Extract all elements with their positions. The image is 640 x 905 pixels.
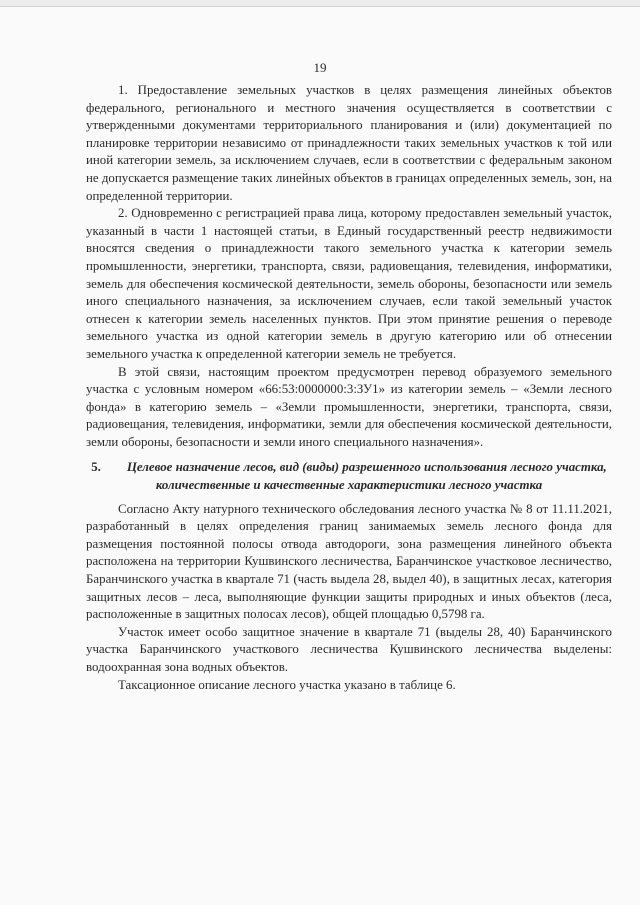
page-number: 19	[313, 60, 327, 75]
section-title: Целевое назначение лесов, вид (виды) разрешенного использования лесного участка, количественные и качественные характеристики лесного участка	[126, 460, 607, 493]
paragraph-1: 1. Предоставление земельных участков в целях размещения линейных объектов федерального, регионального и местного значения осуществляется в соответствии с утвержденными документами территориального планирования и (или) документацией по планировке территории независимо от принадлежности таких земельных участков к той или иной категории земель, за исключением случаев, если в соответствии с федеральным законом не допускается размещение таких линейных объектов в границах определенных земель, зон, на определенной территории.	[86, 83, 612, 203]
document-body	[86, 82, 612, 694]
paragraph-6: Таксационное описание лесного участка указано в таблице 6.	[118, 677, 456, 692]
paragraph-3: В этой связи, настоящим проектом предусмотрен перевод образуемого земельного участка с условным номером «66:53:0000000:3:ЗУ1» из категории земель – «Земли лесного фонда» в категорию земель – «Земли промышленности, энергетики, транспорта, связи, радиовещания, телевидения, информатики, земли для обеспечения космической деятельности, земли обороны, безопасности и земли иного специального назначения».	[86, 364, 612, 449]
document-page	[0, 6, 640, 905]
paragraph-5: Участок имеет особо защитное значение в квартале 71 (выделы 28, 40) Баранчинского участка Баранчинского участкового лесничества Кушвинского лесничества выделены: водоохранная зона водных объектов.	[86, 624, 612, 674]
paragraph-2: 2. Одновременно с регистрацией права лица, которому предоставлен земельный участок, указанный в части 1 настоящей статьи, в Единый государственный реестр недвижимости вносятся сведения о принадлежности такого земельного участка к категории земель промышленности, энергетики, транспорта, связи, радиовещания, телевидения, информатики, земель для обеспечения космической деятельности, земель обороны, безопасности или земель иного специального назначения, за исключением случаев, если такой земельный участок отнесен к категории земель населенных пунктов. При этом принятие решения о переводе земельного участка из одной категории земель в другую категорию или об отнесении земельного участка к определенной категории земель не требуется.	[86, 206, 612, 361]
section-heading	[86, 459, 612, 494]
paragraph-4: Согласно Акту натурного технического обследования лесного участка № 8 от 11.11.2021, разработанный в целях определения границ занимаемых земель лесного фонда для размещения постоянной полосы отвода автодороги, зона размещения линейного объекта расположена на территории Кушвинского лесничества, Баранчинское участковое лесничество, Баранчинского участка в квартале 71 (часть выдела 28, выдел 40), в защитных лесах, категория защитных лесов – леса, выполняющие функции защиты природных и иных объектов (леса, расположенные в защитных полосах лесов), общей площадью 0,5798 га.	[86, 501, 612, 622]
section-number: 5.	[91, 460, 101, 475]
